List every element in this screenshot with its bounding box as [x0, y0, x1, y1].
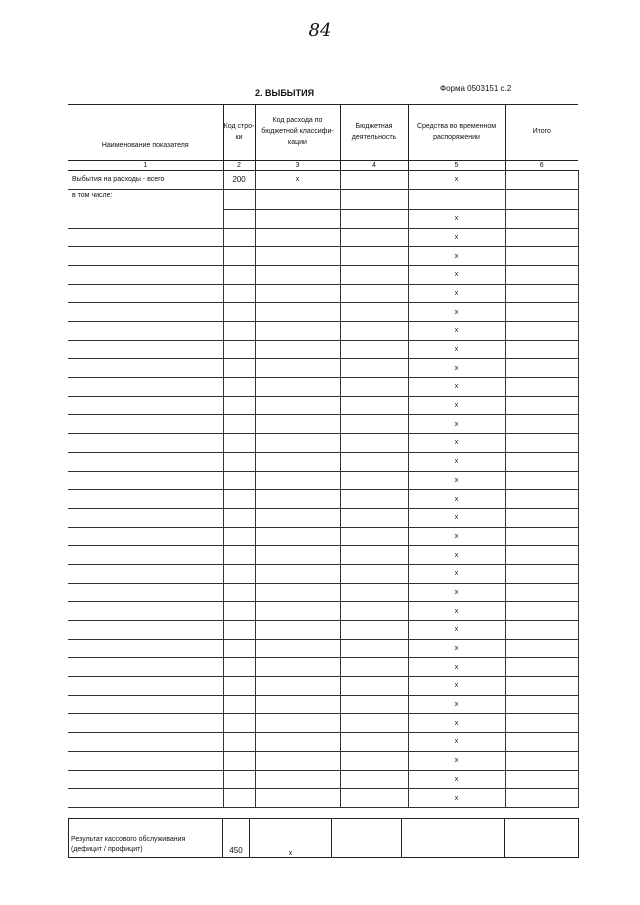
form-label: Форма 0503151 с.2: [440, 84, 512, 93]
row-temporary-funds-cell: x: [408, 452, 505, 471]
table-row: [68, 228, 578, 247]
row-expense-code-cell: [255, 770, 340, 789]
row-indicator-cell: [68, 583, 223, 602]
row-code-cell: [223, 284, 255, 303]
row-code-cell: [223, 751, 255, 770]
row-indicator-cell: [68, 247, 223, 266]
header-indicator-name: Наименование показателя: [101, 142, 189, 150]
row-indicator-cell: [68, 396, 223, 415]
row-temporary-funds-cell: x: [408, 490, 505, 509]
row-code-cell: [223, 378, 255, 397]
row-budget-cell: [340, 322, 408, 341]
row-code-cell: [223, 247, 255, 266]
row-budget-cell: [340, 490, 408, 509]
row-expense-code-cell: [255, 359, 340, 378]
row-budget-cell: [340, 583, 408, 602]
result-col5: [402, 819, 505, 858]
row-expense-code-cell: [255, 415, 340, 434]
result-code: 450: [223, 819, 250, 858]
row-expense-code-cell: [255, 695, 340, 714]
row-code-cell: [223, 340, 255, 359]
total-row-col4: [340, 171, 408, 190]
row-total-cell: [505, 284, 578, 303]
row-total-cell: [505, 583, 578, 602]
row-indicator-cell: [68, 789, 223, 808]
row-code-cell: [223, 639, 255, 658]
row-indicator-cell: [68, 527, 223, 546]
total-row-code: 200: [223, 171, 255, 190]
row-budget-cell: [340, 770, 408, 789]
row-budget-cell: [340, 527, 408, 546]
row-expense-code-cell: [255, 396, 340, 415]
row-total-cell: [505, 378, 578, 397]
result-row: [69, 819, 579, 858]
row-temporary-funds-cell: x: [408, 415, 505, 434]
row-code-cell: [223, 490, 255, 509]
result-label: [69, 819, 223, 858]
row-temporary-funds-cell: x: [408, 284, 505, 303]
header-total: Итого: [505, 105, 578, 161]
result-col4: [332, 819, 402, 858]
row-indicator-cell: [68, 695, 223, 714]
row-total-cell: [505, 789, 578, 808]
row-expense-code-cell: [255, 471, 340, 490]
row-indicator-cell: [68, 228, 223, 247]
header-row: [68, 105, 578, 161]
row-temporary-funds-cell: x: [408, 508, 505, 527]
table-row: [68, 471, 578, 490]
row-indicator-cell: [68, 471, 223, 490]
row-temporary-funds-cell: x: [408, 378, 505, 397]
row-code-cell: [223, 733, 255, 752]
row-code-cell: [223, 677, 255, 696]
row-code-cell: [223, 621, 255, 640]
including-row-col2: [223, 189, 255, 209]
row-total-cell: [505, 303, 578, 322]
table-row: [68, 527, 578, 546]
row-code-cell: [223, 602, 255, 621]
row-indicator-cell: [68, 452, 223, 471]
row-budget-cell: [340, 602, 408, 621]
row-temporary-funds-cell: x: [408, 340, 505, 359]
row-total-cell: [505, 471, 578, 490]
table-row: [68, 265, 578, 284]
row-temporary-funds-cell: x: [408, 322, 505, 341]
row-budget-cell: [340, 695, 408, 714]
row-code-cell: [223, 322, 255, 341]
row-indicator-cell: [68, 340, 223, 359]
total-row-col3: x: [255, 171, 340, 190]
total-row-col5: x: [408, 171, 505, 190]
table-row: [68, 284, 578, 303]
row-expense-code-cell: [255, 602, 340, 621]
row-total-cell: [505, 564, 578, 583]
blank-rows: [68, 209, 578, 807]
row-budget-cell: [340, 396, 408, 415]
row-code-cell: [223, 228, 255, 247]
row-code-cell: [223, 789, 255, 808]
row-expense-code-cell: [255, 284, 340, 303]
row-budget-cell: [340, 265, 408, 284]
table-row: [68, 621, 578, 640]
row-budget-cell: [340, 714, 408, 733]
row-budget-cell: [340, 639, 408, 658]
column-number: 5: [408, 161, 505, 171]
row-code-cell: [223, 359, 255, 378]
row-budget-cell: [340, 378, 408, 397]
row-indicator-cell: [68, 733, 223, 752]
row-expense-code-cell: [255, 508, 340, 527]
row-total-cell: [505, 508, 578, 527]
row-indicator-cell: [68, 639, 223, 658]
table-row: [68, 340, 578, 359]
row-budget-cell: [340, 340, 408, 359]
row-total-cell: [505, 751, 578, 770]
table-row: [68, 415, 578, 434]
header-expense-code: Код расхода по бюджетной классифи- кации: [255, 105, 340, 161]
row-temporary-funds-cell: x: [408, 770, 505, 789]
row-total-cell: [505, 322, 578, 341]
row-indicator-cell: [68, 658, 223, 677]
row-indicator-cell: [68, 602, 223, 621]
including-row-col4: [340, 189, 408, 209]
row-temporary-funds-cell: x: [408, 733, 505, 752]
row-indicator-cell: [68, 677, 223, 696]
row-budget-cell: [340, 751, 408, 770]
row-indicator-cell: [68, 714, 223, 733]
row-indicator-cell: [68, 564, 223, 583]
row-budget-cell: [340, 677, 408, 696]
table-row: [68, 209, 578, 228]
row-temporary-funds-cell: x: [408, 209, 505, 228]
row-expense-code-cell: [255, 434, 340, 453]
row-total-cell: [505, 527, 578, 546]
row-expense-code-cell: [255, 564, 340, 583]
including-row-col3: [255, 189, 340, 209]
row-indicator-cell: [68, 303, 223, 322]
row-total-cell: [505, 490, 578, 509]
row-expense-code-cell: [255, 546, 340, 565]
row-budget-cell: [340, 209, 408, 228]
column-number: 4: [340, 161, 408, 171]
table-row: [68, 490, 578, 509]
table-row: [68, 508, 578, 527]
outflows-table: [68, 104, 579, 808]
row-expense-code-cell: [255, 303, 340, 322]
row-expense-code-cell: [255, 733, 340, 752]
total-row-label: Выбытия на расходы - всего: [68, 171, 223, 190]
section-title: 2. ВЫБЫТИЯ: [255, 88, 315, 98]
row-expense-code-cell: [255, 527, 340, 546]
table-row: [68, 303, 578, 322]
column-number: 6: [505, 161, 578, 171]
row-indicator-cell: [68, 751, 223, 770]
result-col6: [505, 819, 579, 858]
row-expense-code-cell: [255, 340, 340, 359]
table-row: [68, 658, 578, 677]
header-budget-activity: Бюджетная деятельность: [340, 105, 408, 161]
row-indicator-cell: [68, 546, 223, 565]
row-budget-cell: [340, 471, 408, 490]
row-expense-code-cell: [255, 677, 340, 696]
row-temporary-funds-cell: x: [408, 583, 505, 602]
row-total-cell: [505, 621, 578, 640]
row-code-cell: [223, 209, 255, 228]
row-total-cell: [505, 546, 578, 565]
row-total-cell: [505, 396, 578, 415]
row-code-cell: [223, 508, 255, 527]
row-budget-cell: [340, 434, 408, 453]
table-row: [68, 695, 578, 714]
result-col3: x: [250, 819, 332, 858]
row-total-cell: [505, 209, 578, 228]
row-temporary-funds-cell: x: [408, 265, 505, 284]
row-temporary-funds-cell: x: [408, 658, 505, 677]
row-expense-code-cell: [255, 751, 340, 770]
row-indicator-cell: [68, 322, 223, 341]
including-row: [68, 189, 578, 209]
table-row: [68, 789, 578, 808]
row-budget-cell: [340, 564, 408, 583]
row-temporary-funds-cell: x: [408, 359, 505, 378]
including-row-col6: [505, 189, 578, 209]
row-code-cell: [223, 695, 255, 714]
row-code-cell: [223, 452, 255, 471]
row-budget-cell: [340, 359, 408, 378]
row-total-cell: [505, 714, 578, 733]
row-indicator-cell: [68, 508, 223, 527]
row-budget-cell: [340, 658, 408, 677]
row-indicator-cell: [68, 359, 223, 378]
column-number: 2: [223, 161, 255, 171]
row-code-cell: [223, 415, 255, 434]
row-expense-code-cell: [255, 583, 340, 602]
row-total-cell: [505, 340, 578, 359]
row-expense-code-cell: [255, 247, 340, 266]
row-budget-cell: [340, 247, 408, 266]
table-row: [68, 583, 578, 602]
row-total-cell: [505, 602, 578, 621]
row-total-cell: [505, 415, 578, 434]
row-temporary-funds-cell: x: [408, 639, 505, 658]
row-budget-cell: [340, 284, 408, 303]
row-code-cell: [223, 265, 255, 284]
row-indicator-cell: [68, 378, 223, 397]
row-budget-cell: [340, 303, 408, 322]
row-total-cell: [505, 359, 578, 378]
page-number: 84: [308, 20, 332, 41]
table-row: [68, 677, 578, 696]
row-expense-code-cell: [255, 209, 340, 228]
row-total-cell: [505, 677, 578, 696]
row-total-cell: [505, 452, 578, 471]
row-expense-code-cell: [255, 265, 340, 284]
row-expense-code-cell: [255, 789, 340, 808]
table-row: [68, 247, 578, 266]
row-temporary-funds-cell: x: [408, 564, 505, 583]
row-total-cell: [505, 228, 578, 247]
row-expense-code-cell: [255, 490, 340, 509]
row-budget-cell: [340, 508, 408, 527]
result-label-line2: (дефицит / профицит): [71, 846, 143, 854]
row-expense-code-cell: [255, 378, 340, 397]
row-temporary-funds-cell: x: [408, 789, 505, 808]
row-code-cell: [223, 471, 255, 490]
table-row: [68, 359, 578, 378]
row-indicator-cell: [68, 434, 223, 453]
table-row: [68, 564, 578, 583]
table-row: [68, 378, 578, 397]
header-row-code: Код стро- ки: [223, 105, 255, 161]
row-total-cell: [505, 658, 578, 677]
total-row: [68, 171, 578, 190]
row-expense-code-cell: [255, 228, 340, 247]
row-indicator-cell: [68, 284, 223, 303]
row-expense-code-cell: [255, 621, 340, 640]
row-code-cell: [223, 770, 255, 789]
table-row: [68, 602, 578, 621]
table-row: [68, 714, 578, 733]
row-expense-code-cell: [255, 714, 340, 733]
result-label-line1: Результат кассового обслуживания: [71, 836, 186, 844]
row-code-cell: [223, 303, 255, 322]
row-code-cell: [223, 396, 255, 415]
row-expense-code-cell: [255, 322, 340, 341]
row-temporary-funds-cell: x: [408, 695, 505, 714]
row-code-cell: [223, 714, 255, 733]
row-code-cell: [223, 434, 255, 453]
table-row: [68, 396, 578, 415]
row-budget-cell: [340, 621, 408, 640]
row-temporary-funds-cell: x: [408, 714, 505, 733]
including-row-col5: [408, 189, 505, 209]
row-expense-code-cell: [255, 452, 340, 471]
row-code-cell: [223, 527, 255, 546]
column-number: 1: [68, 161, 223, 171]
row-code-cell: [223, 546, 255, 565]
table-row: [68, 452, 578, 471]
row-indicator-cell: [68, 209, 223, 228]
row-temporary-funds-cell: x: [408, 602, 505, 621]
row-total-cell: [505, 733, 578, 752]
column-number: 3: [255, 161, 340, 171]
row-total-cell: [505, 434, 578, 453]
row-temporary-funds-cell: x: [408, 527, 505, 546]
row-temporary-funds-cell: x: [408, 228, 505, 247]
row-indicator-cell: [68, 621, 223, 640]
table-row: [68, 434, 578, 453]
row-temporary-funds-cell: x: [408, 751, 505, 770]
row-expense-code-cell: [255, 639, 340, 658]
row-temporary-funds-cell: x: [408, 434, 505, 453]
table-row: [68, 322, 578, 341]
row-total-cell: [505, 695, 578, 714]
row-total-cell: [505, 639, 578, 658]
row-code-cell: [223, 564, 255, 583]
table-row: [68, 546, 578, 565]
row-temporary-funds-cell: x: [408, 677, 505, 696]
row-budget-cell: [340, 452, 408, 471]
row-budget-cell: [340, 733, 408, 752]
total-row-col6: [505, 171, 578, 190]
result-table: [68, 818, 579, 858]
row-temporary-funds-cell: x: [408, 247, 505, 266]
row-temporary-funds-cell: x: [408, 396, 505, 415]
row-total-cell: [505, 247, 578, 266]
row-indicator-cell: [68, 415, 223, 434]
row-code-cell: [223, 658, 255, 677]
row-temporary-funds-cell: x: [408, 621, 505, 640]
including-label: в том числе:: [72, 191, 113, 199]
table-row: [68, 733, 578, 752]
row-budget-cell: [340, 546, 408, 565]
row-temporary-funds-cell: x: [408, 303, 505, 322]
row-budget-cell: [340, 415, 408, 434]
table-row: [68, 751, 578, 770]
row-temporary-funds-cell: x: [408, 471, 505, 490]
row-total-cell: [505, 770, 578, 789]
row-expense-code-cell: [255, 658, 340, 677]
row-code-cell: [223, 583, 255, 602]
row-total-cell: [505, 265, 578, 284]
header-temporary-funds: Средства во временном распоряжении: [408, 105, 505, 161]
table-row: [68, 639, 578, 658]
row-budget-cell: [340, 789, 408, 808]
row-indicator-cell: [68, 770, 223, 789]
column-number-row: [68, 161, 578, 171]
row-indicator-cell: [68, 490, 223, 509]
row-budget-cell: [340, 228, 408, 247]
table-row: [68, 770, 578, 789]
row-indicator-cell: [68, 265, 223, 284]
row-temporary-funds-cell: x: [408, 546, 505, 565]
